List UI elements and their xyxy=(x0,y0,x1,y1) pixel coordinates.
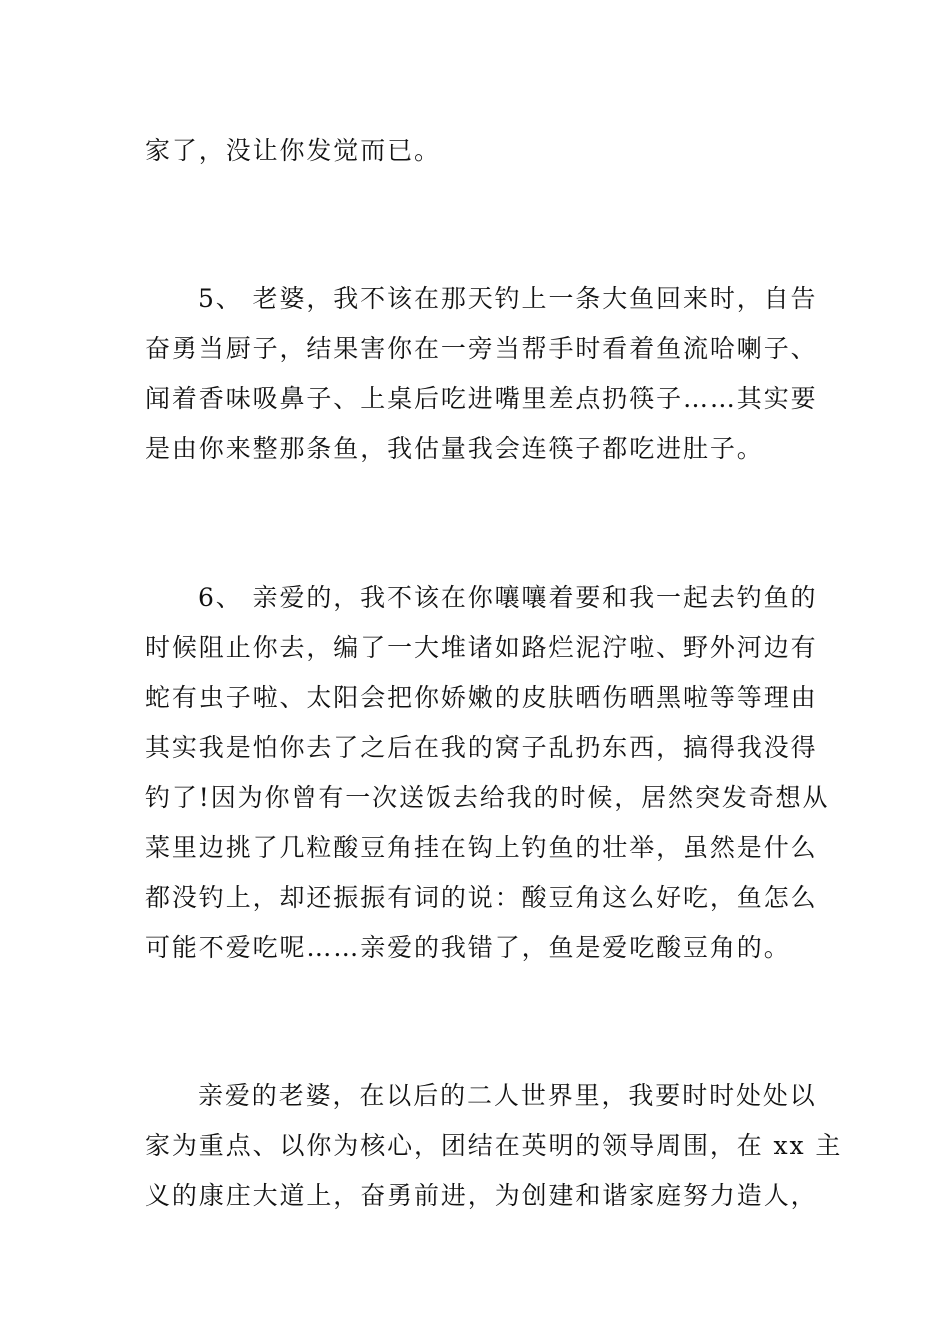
paragraph-3-line-2: 时候阻止你去，编了一大堆诸如路烂泥泞啦、野外河边有 xyxy=(145,633,818,662)
paragraph-4-line-1: 亲爱的老婆，在以后的二人世界里，我要时时处处以 xyxy=(198,1081,817,1110)
paragraph-3-line-7: 都没钓上，却还振振有词的说：酸豆角这么好吃，鱼怎么 xyxy=(145,883,818,912)
paragraph-3-line-1: 6、 亲爱的，我不该在你嚷嚷着要和我一起去钓鱼的 xyxy=(198,583,818,612)
paragraph-4-line-3: 义的康庄大道上，奋勇前进，为创建和谐家庭努力造人， xyxy=(145,1181,818,1210)
paragraph-3-line-5: 钓了!因为你曾有一次送饭去给我的时候，居然突发奇想从 xyxy=(145,783,830,812)
paragraph-3-line-6: 菜里边挑了几粒酸豆角挂在钩上钓鱼的壮举，虽然是什么 xyxy=(145,833,818,862)
paragraph-1-line-1: 家了，没让你发觉而已。 xyxy=(145,136,441,165)
paragraph-3-line-8: 可能不爱吃呢……亲爱的我错了，鱼是爱吃酸豆角的。 xyxy=(145,933,791,962)
paragraph-2-line-3: 闻着香味吸鼻子、上桌后吃进嘴里差点扔筷子……其实要 xyxy=(145,384,818,413)
paragraph-3-line-4: 其实我是怕你去了之后在我的窝子乱扔东西，搞得我没得 xyxy=(145,733,818,762)
paragraph-2-line-1: 5、 老婆，我不该在那天钓上一条大鱼回来时，自告 xyxy=(198,284,818,313)
paragraph-2-line-4: 是由你来整那条鱼，我估量我会连筷子都吃进肚子。 xyxy=(145,434,764,463)
paragraph-2-line-2: 奋勇当厨子，结果害你在一旁当帮手时看着鱼流哈喇子、 xyxy=(145,334,818,363)
paragraph-4-line-2: 家为重点、以你为核心，团结在英明的领导周围，在 xx 主 xyxy=(145,1131,843,1160)
paragraph-3-line-3: 蛇有虫子啦、太阳会把你娇嫩的皮肤晒伤晒黑啦等等理由 xyxy=(145,683,818,712)
